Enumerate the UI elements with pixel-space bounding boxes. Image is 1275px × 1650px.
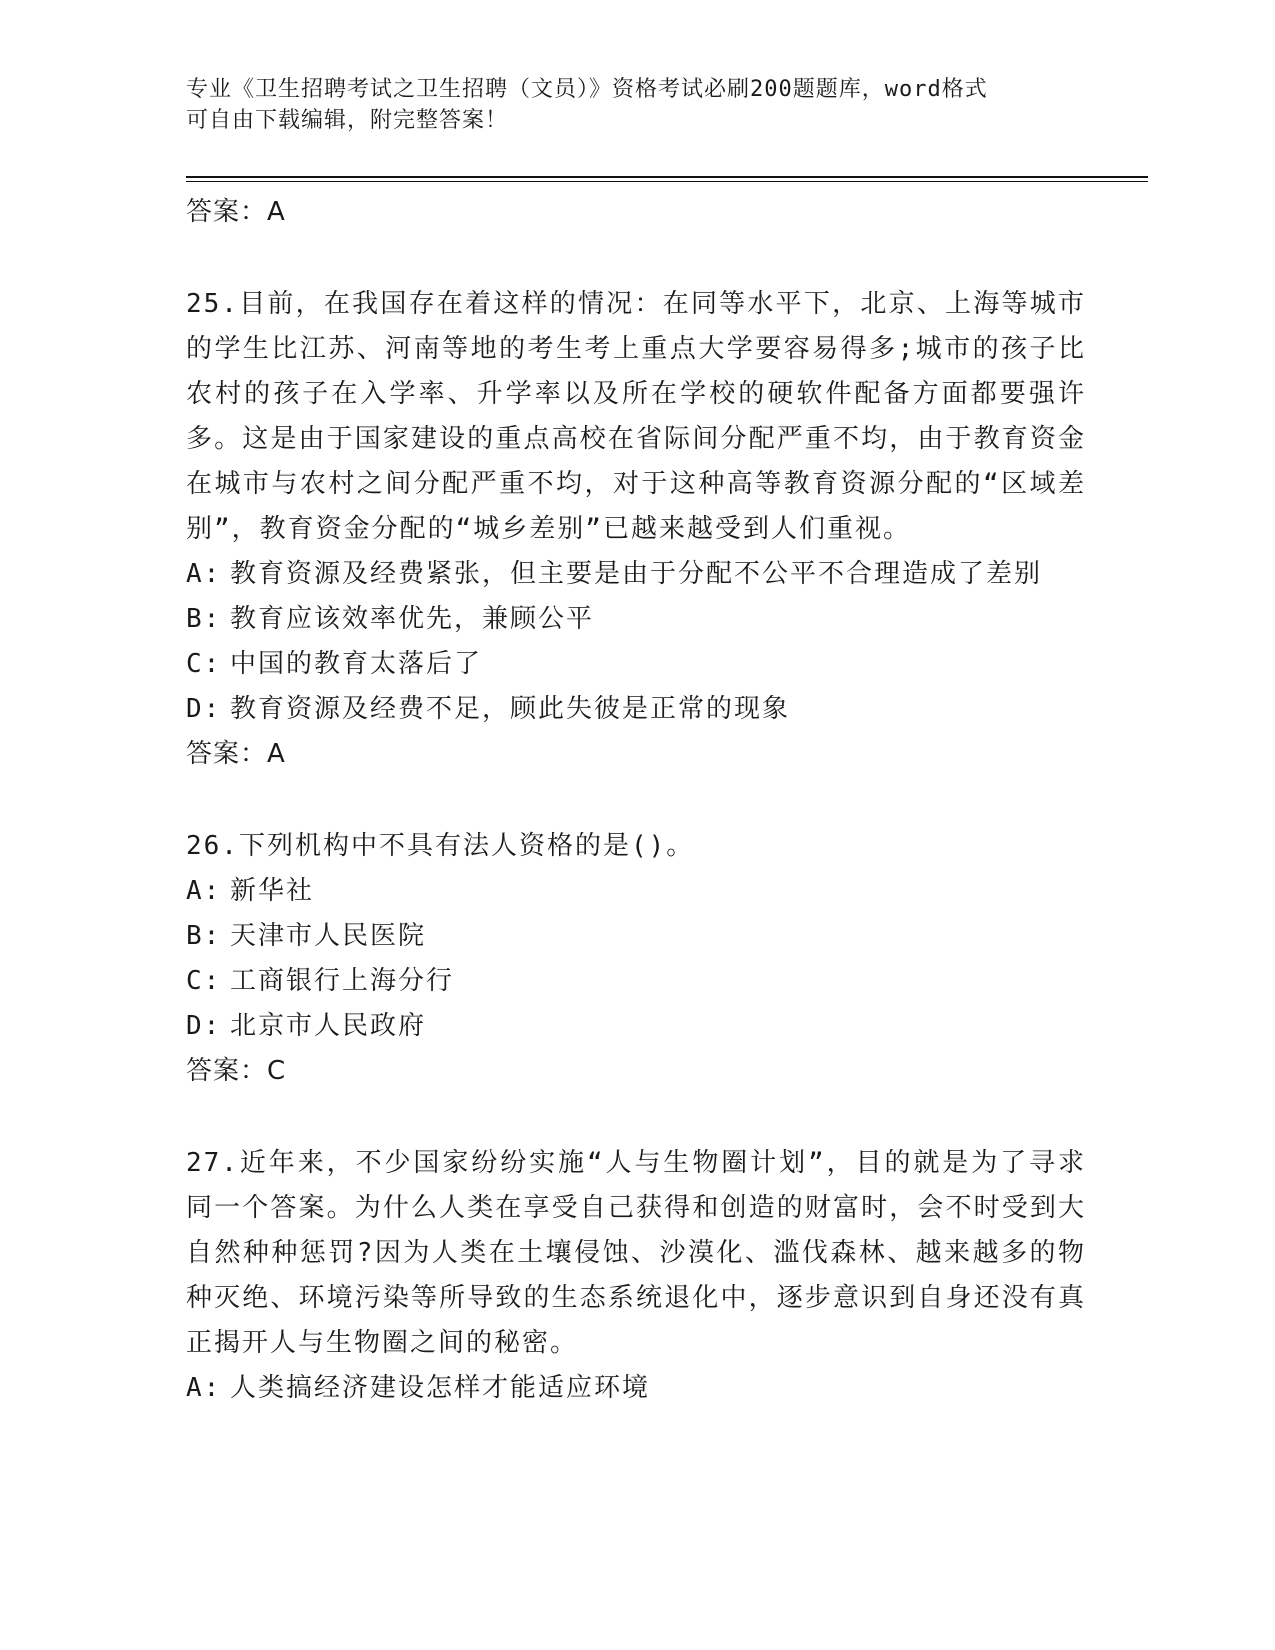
spacer: [186, 235, 1086, 282]
option-d: D: 北京市人民政府: [186, 1011, 427, 1041]
option-c: C: 中国的教育太落后了: [186, 649, 483, 679]
question-27: [186, 1141, 1086, 1411]
option-b: B: 天津市人民医院: [186, 921, 427, 951]
answer-label: 答案：A: [186, 739, 286, 769]
answer-label: 答案：C: [186, 1056, 287, 1086]
question-text: 26.下列机构中不具有法人资格的是()。: [186, 831, 695, 861]
question-26: [186, 824, 1086, 1094]
spacer: [186, 1094, 1086, 1141]
question-list: [186, 190, 1086, 1411]
document-header: [186, 74, 1066, 136]
option-b: B: 教育应该效率优先，兼顾公平: [186, 604, 595, 634]
header-rule-thick: [186, 176, 1148, 178]
header-rule-thin: [186, 181, 1148, 182]
question-text: 27.近年来，不少国家纷纷实施“人与生物圈计划”，目的就是为了寻求同一个答案。为什么人类在享受自己获得和创造的财富时，会不时受到大自然种种惩罚?因为人类在土壤侵蚀、沙漠化、滥伐森林、越来越多的物种灭绝、环境污染等所导致的生态系统退化中，逐步意识到自身还没有真正揭开人与生物圈之间的秘密。: [186, 1148, 1086, 1358]
option-a: A: 教育资源及经费紧张，但主要是由于分配不公平不合理造成了差别: [186, 559, 1043, 589]
previous-answer: 答案：A: [186, 197, 286, 227]
spacer: [186, 777, 1086, 824]
question-25: [186, 282, 1086, 777]
question-text: 25.目前，在我国存在着这样的情况：在同等水平下，北京、上海等城市的学生比江苏、河南等地的考生考上重点大学要容易得多;城市的孩子比农村的孩子在入学率、升学率以及所在学校的硬软件配备方面都要强许多。这是由于国家建设的重点高校在省际间分配严重不均，由于教育资金在城市与农村之间分配严重不均，对于这种高等教育资源分配的“区域差别”，教育资金分配的“城乡差别”已越来越受到人们重视。: [186, 289, 1086, 544]
header-line-2: 可自由下载编辑，附完整答案！: [186, 108, 509, 133]
header-line-1: 专业《卫生招聘考试之卫生招聘（文员）》资格考试必刷200题题库，word格式: [186, 77, 988, 102]
option-a: A: 新华社: [186, 876, 315, 906]
option-d: D: 教育资源及经费不足，顾此失彼是正常的现象: [186, 694, 791, 724]
option-c: C: 工商银行上海分行: [186, 966, 455, 996]
option-a: A: 人类搞经济建设怎样才能适应环境: [186, 1373, 651, 1403]
